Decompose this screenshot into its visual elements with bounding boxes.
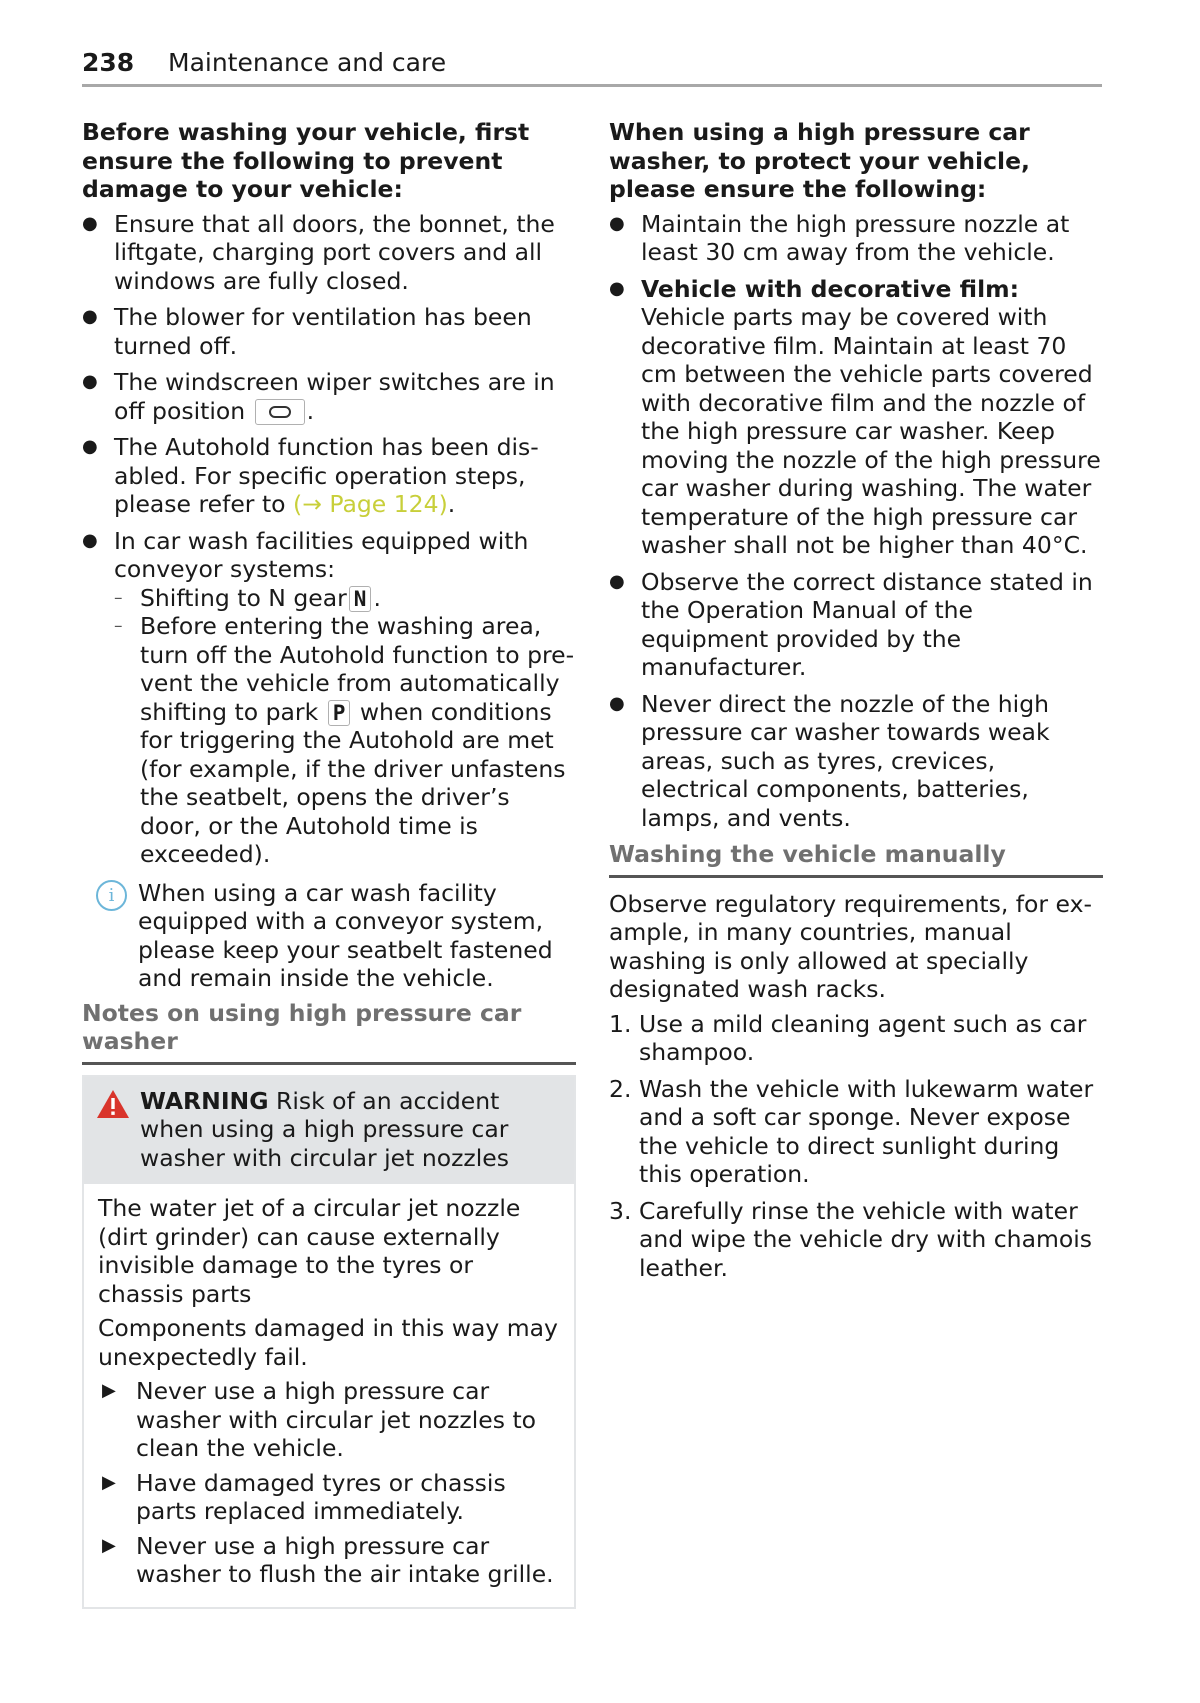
warning-paragraph: Components damaged in this way may unexpectedly fail. (98, 1314, 558, 1371)
list-item: 1. Use a mild cleaning agent such as car shampoo. (609, 1009, 1087, 1066)
right-column (609, 118, 1103, 1290)
wiper-off-icon (255, 399, 305, 425)
sub-list-item: – Shifting to N gear N . (114, 584, 576, 613)
page-number: 238 (82, 48, 135, 77)
manual-washing-intro: Observe regulatory requirements, for example, in many countries, manual washing is only allowed at specially designated wash racks. (609, 889, 1092, 1003)
info-icon: i (96, 880, 127, 911)
right-lead: When using a high pressure car washer, to protect your vehicle, please ensure the following: (609, 118, 1030, 203)
list-item: ● The Autohold function has been disabled. For specific operation steps, please refer to (→ Page 124). (82, 433, 576, 519)
info-note-text: When using a car wash facility equipped with a conveyor system, please keep your seatbelt fastened and remain inside the vehicle. (138, 878, 553, 992)
list-item: ● In car wash facilities equipped with conveyor systems: – Shifting to N gear N . – Before entering the washing area, turn off the Autohold function to prevent the vehicle from automatically shifting to park P when conditions for triggering the Autohold are met (for example, if the driver unfastens the seatbelt, opens the driver’s door, or the Autohold time is exceeded). (82, 527, 576, 869)
section-title-high-pressure: Notes on using high pressure car washer (82, 999, 576, 1065)
list-item: ● Observe the correct distance stated in the Operation Manual of the equipment provided by the manufacturer. (609, 568, 1103, 682)
warning-label: WARNING (140, 1086, 269, 1115)
warning-triangle-icon (96, 1089, 130, 1119)
page-reference-link[interactable]: (→ Page 124) (293, 490, 448, 518)
chapter-title: Maintenance and care (168, 48, 447, 77)
warning-header (84, 1077, 574, 1185)
pre-wash-checklist (82, 210, 576, 869)
warning-box (82, 1075, 576, 1609)
list-item: ▶ Never use a high pressure car washer with circular jet nozzles to clean the vehicle. (98, 1377, 562, 1463)
warning-body (84, 1184, 574, 1607)
warning-actions (98, 1377, 562, 1589)
list-item: ● Vehicle with decorative film: Vehicle parts may be covered with decorative film. Maintain at least 70 cm between the vehicle parts covered with decorative film and the nozzle of the high pressure car washer. Keep moving the nozzle of the high pressure car washer during washing. The water temperature of the high pressure car washer shall not be higher than 40°C. (609, 275, 1103, 560)
list-item: ● Ensure that all doors, the bonnet, the liftgate, charging port covers and all windows are fully closed. (82, 210, 576, 296)
info-note (82, 879, 576, 993)
left-column (82, 118, 576, 1609)
gear-n-icon: N (349, 586, 372, 612)
list-item: ▶ Never use a high pressure car washer to flush the air intake grille. (98, 1532, 562, 1589)
conveyor-sublist (114, 584, 576, 869)
page-header (82, 44, 1102, 87)
section-title-manual-washing: Washing the vehicle manually (609, 840, 1103, 878)
list-item: 3. Carefully rinse the vehicle with water and wipe the vehicle dry with chamois leather. (609, 1196, 1093, 1282)
list-item: ● Maintain the high pressure nozzle at least 30 cm away from the vehicle. (609, 210, 1103, 267)
manual-washing-steps (609, 1010, 1103, 1283)
list-item: ▶ Have damaged tyres or chassis parts replaced immediately. (98, 1469, 562, 1526)
warning-title: Risk of an accident when using a high pressure car washer with circular jet nozzles (140, 1086, 509, 1172)
list-item: ● Never direct the nozzle of the high pressure car washer towards weak areas, such as tyres, crevices, electrical components, batteries, lamps, and vents. (609, 690, 1103, 833)
list-item: ● The blower for ventilation has been turned off. (82, 303, 576, 360)
gear-p-icon: P (328, 700, 351, 726)
high-pressure-checklist (609, 210, 1103, 833)
sub-list-item: – Before entering the washing area, turn off the Autohold function to prevent the vehicle from automatically shifting to park P when conditions for triggering the Autohold are met (for example, if the driver unfastens the seatbelt, opens the driver’s door, or the Autohold time is exceeded). (114, 612, 576, 869)
left-lead: Before washing your vehicle, first ensure the following to prevent damage to your vehicle: (82, 118, 530, 203)
list-item: 2. Wash the vehicle with lukewarm water and a soft car sponge. Never expose the vehicle to direct sunlight during this operation. (609, 1074, 1094, 1188)
list-item: ● The windscreen wiper switches are in off position . (82, 368, 576, 425)
warning-paragraph: The water jet of a circular jet nozzle (dirt grinder) can cause externally invisible damage to the tyres or chassis parts (98, 1194, 521, 1308)
